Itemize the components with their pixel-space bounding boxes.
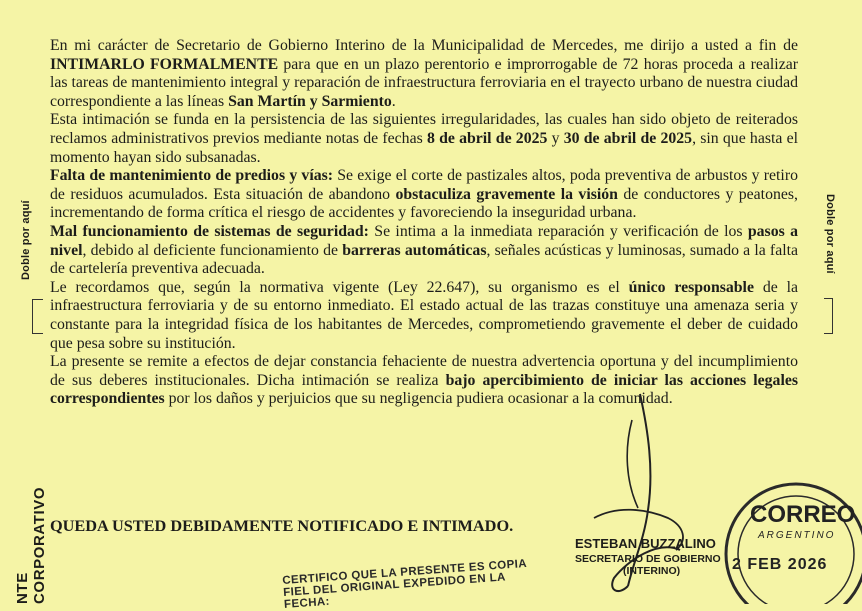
bold-text: barreras automáticas: [342, 241, 487, 259]
text-run: y: [547, 129, 564, 147]
signer-name: ESTEBAN BUZZALINO: [575, 536, 716, 551]
text-run: por los daños y perjuicios que su negligencia pudiera ocasionar a la comunidad.: [164, 390, 673, 408]
text-run: , señales acústicas y luminosas, sumado a la falta de cartelería preventiva adecuada.: [50, 241, 798, 278]
bold-text: Falta de mantenimiento de predios y vías:: [50, 167, 334, 185]
svg-text:ARGENTINO: ARGENTINO: [758, 530, 836, 541]
bold-text: bajo apercibimiento de iniciar las acciones legales correspondientes: [50, 371, 798, 408]
corporate-side-label: NTE CORPORATIVO: [14, 486, 48, 604]
bold-text: único responsable: [628, 278, 754, 296]
letter-paragraph: [50, 223, 798, 279]
text-run: Se intima a la inmediata reparación y verificación de los: [368, 222, 748, 240]
postal-stamp: [718, 472, 862, 604]
stamp-date: 2 FEB 2026: [732, 556, 828, 573]
text-run: .: [391, 92, 396, 110]
letter-paragraph: [50, 167, 798, 223]
fold-bracket-left: [32, 299, 43, 334]
text-run: de la infraestructura ferroviaria y de su entorno inmediato. El estado actual de las trazas constituye una amenaza seria y constante para la integridad física de los habitantes de Mercedes, comprometiendo gravemente el deber de cuidado que pesa sobre su institución.: [50, 278, 799, 352]
text-run: , sin que hasta el momento hayan sido subsanadas.: [50, 129, 799, 166]
fold-note-left: Doble por aquí: [20, 200, 32, 280]
bold-text: pasos a nivel: [50, 222, 798, 259]
certification-stamp-text: CERTIFICO QUE LA PRESENTE ES COPIA FIEL DEL ORIGINAL EXPEDIDO EN LA FECHA:: [282, 557, 527, 611]
bold-text: 8 de abril de 2025: [426, 129, 548, 147]
text-run: La presente se remite a efectos de dejar constancia fehaciente de nuestra advertencia oportuna y del incumplimiento de sus deberes institucionales. Dicha intimación se realiza: [50, 353, 798, 389]
letter-paragraph: [50, 37, 798, 111]
letter-paragraph: [50, 279, 798, 353]
text-run: para que en un plazo perentorio e improrrogable de 72 horas proceda a realizar las tareas de mantenimiento integral y reparación de infraestructura ferroviaria en el trayecto urbano de nuestra ciudad correspondiente a las líneas: [50, 55, 798, 110]
bold-text: San Martín y Sarmiento: [228, 92, 392, 110]
closing-statement: QUEDA USTED DEBIDAMENTE NOTIFICADO E INTIMADO.: [50, 516, 514, 535]
bold-text: Mal funcionamiento de sistemas de seguridad:: [50, 222, 369, 240]
letter-body: [50, 37, 798, 409]
text-run: , debido al deficiente funcionamiento de: [82, 241, 343, 259]
fold-note-right: Doble por aquí: [824, 194, 836, 274]
bold-text: INTIMARLO FORMALMENTE: [50, 55, 279, 73]
signature-block: [575, 536, 721, 577]
signer-role: SECRETARIO DE GOBIERNO: [575, 553, 721, 565]
signer-role-sub: (INTERINO): [623, 565, 681, 577]
text-run: de conductores y peatones, incrementando de forma crítica el riesgo de accidentes y favoreciendo la inseguridad urbana.: [50, 185, 798, 222]
letter-paragraph: [50, 111, 798, 167]
text-run: Esta intimación se funda en la persistencia de las siguientes irregularidades, las cuales han sido objeto de reiterados reclamos administrativos previos mediante notas de fechas: [50, 111, 798, 147]
text-run: Le recordamos que, según la normativa vigente (Ley 22.647), su organismo es el: [50, 278, 629, 296]
svg-text:CORREO: CORREO: [750, 501, 856, 528]
fold-bracket-right: [824, 298, 833, 334]
text-run: Se exige el corte de pastizales altos, poda preventiva de arbustos y retiro de residuos acumulados. Esta situación de abandono: [50, 167, 798, 203]
bold-text: 30 de abril de 2025: [563, 129, 693, 147]
text-run: En mi carácter de Secretario de Gobierno Interino de la Municipalidad de Mercedes, me dirijo a usted a fin de: [50, 37, 798, 54]
bold-text: obstaculiza gravemente la visión: [395, 185, 618, 203]
